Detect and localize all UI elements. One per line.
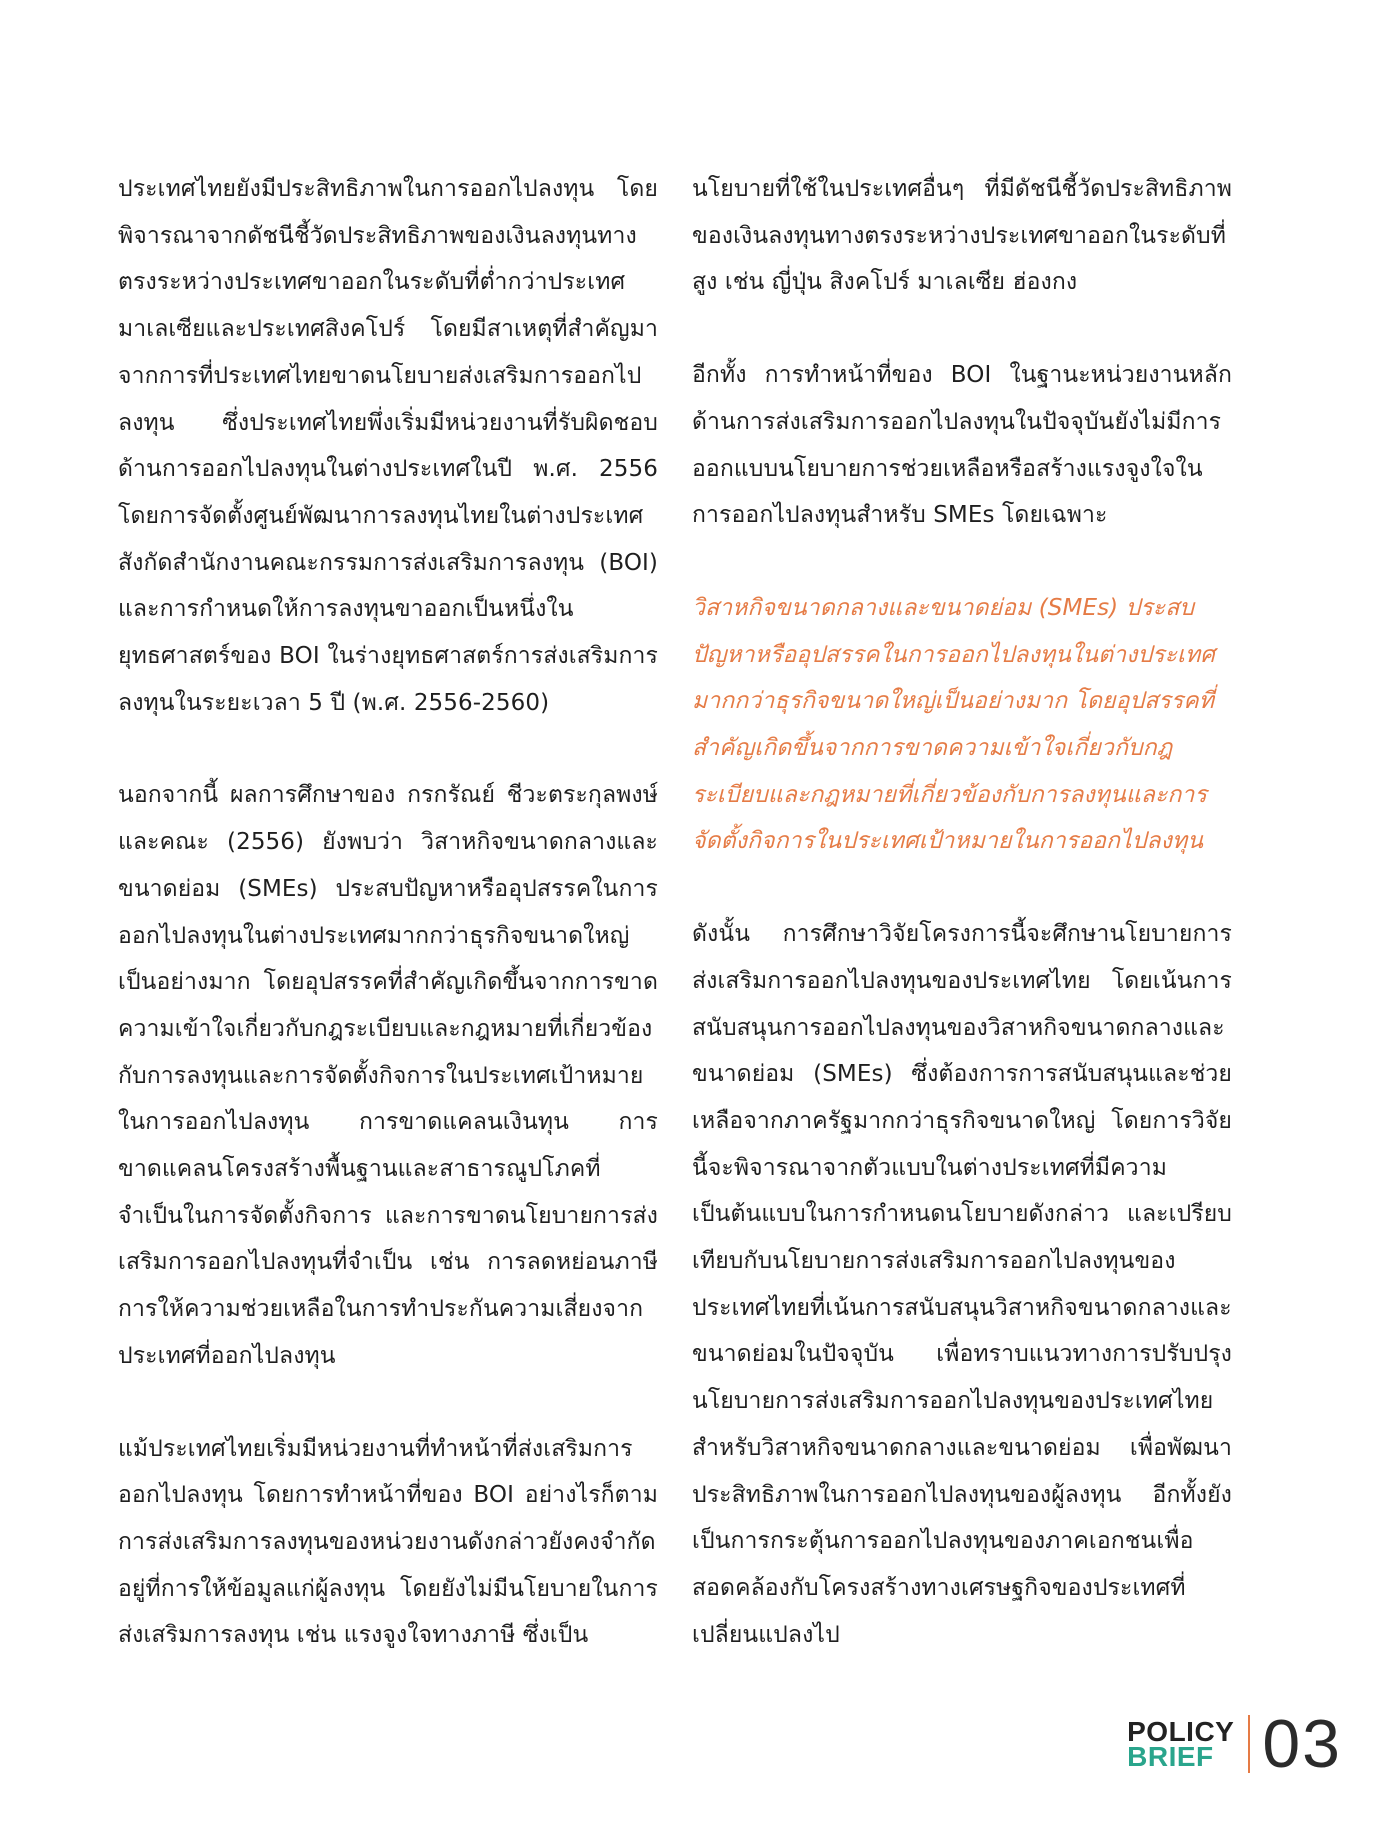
body-paragraph: นอกจากนี้ ผลการศึกษาของ กรกรัณย์ ชีวะตระกุลพงษ์ และคณะ (2556) ยังพบว่า วิสาหกิจขนาดกลางและขนาดย่อม (SMEs) ประสบปัญหาหรืออุปสรรคในการออกไปลงทุนในต่างประเทศมากกว่าธุรกิจขนาดใหญ่เป็นอย่างมาก โดยอุปสรรคที่สำคัญเกิดขึ้นจากการขาดความเข้าใจเกี่ยวกับกฎระเบียบและกฎหมายที่เกี่ยวข้องกับการลงทุนและการจัดตั้งกิจการในประเทศเป้าหมายในการออกไปลงทุน การขาดแคลนเงินทุน การขาดแคลนโครงสร้างพื้นฐานและสาธารณูปโภคที่จำเป็นในการจัดตั้งกิจการ และการขาดนโยบายการส่งเสริมการออกไปลงทุนที่จำเป็น เช่น การลดหย่อนภาษี การให้ความช่วยเหลือในการทำประกันความเสี่ยงจากประเทศที่ออกไปลงทุน: [118, 782, 658, 1369]
body-paragraph: ดังนั้น การศึกษาวิจัยโครงการนี้จะศึกษานโยบายการส่งเสริมการออกไปลงทุนของประเทศไทย โดยเน้นการสนับสนุนการออกไปลงทุนของวิสาหกิจขนาดกลางและขนาดย่อม (SMEs) ซึ่งต้องการการสนับสนุนและช่วยเหลือจากภาครัฐมากกว่าธุรกิจขนาดใหญ่ โดยการวิจัยนี้จะพิจารณาจากตัวแบบในต่างประเทศที่มีความเป็นต้นแบบในการกำหนดนโยบายดังกล่าว และเปรียบเทียบกับนโยบายการส่งเสริมการออกไปลงทุนของประเทศไทยที่เน้นการสนับสนุนวิสาหกิจขนาดกลางและขนาดย่อมในปัจจุบัน เพื่อทราบแนวทางการปรับปรุงนโยบายการส่งเสริมการออกไปลงทุนของประเทศไทยสำหรับวิสาหกิจขนาดกลางและขนาดย่อม เพื่อพัฒนาประสิทธิภาพในการออกไปลงทุนของผู้ลงทุน อีกทั้งยังเป็นการกระตุ้นการออกไปลงทุนของภาคเอกชนเพื่อสอดคล้องกับโครงสร้างทางเศรษฐกิจของประเทศที่เปลี่ยนแปลงไป: [692, 921, 1232, 1648]
footer-divider: [1248, 1715, 1250, 1773]
body-paragraph: อีกทั้ง การทำหน้าที่ของ BOI ในฐานะหน่วยงานหลักด้านการส่งเสริมการออกไปลงทุนในปัจจุบันยังไม่มีการออกแบบนโยบายการช่วยเหลือหรือสร้างแรงจูงใจในการออกไปลงทุนสำหรับ SMEs โดยเฉพาะ: [692, 362, 1232, 529]
highlight-quote: วิสาหกิจขนาดกลางและขนาดย่อม (SMEs) ประสบปัญหาหรืออุปสรรคในการออกไปลงทุนในต่างประเทศมากกว่าธุรกิจขนาดใหญ่เป็นอย่างมาก โดยอุปสรรคที่สำคัญเกิดขึ้นจากการขาดความเข้าใจเกี่ยวกับกฎระเบียบและกฎหมายที่เกี่ยวข้องกับการลงทุนและการจัดตั้งกิจการในประเทศเป้าหมายในการออกไปลงทุน: [692, 594, 1215, 855]
body-paragraph: นโยบายที่ใช้ในประเทศอื่นๆ ที่มีดัชนีชี้วัดประสิทธิภาพของเงินลงทุนทางตรงระหว่างประเทศขาออกในระดับที่สูง เช่น ญี่ปุ่น สิงคโปร์ มาเลเซีย ฮ่องกง: [692, 176, 1232, 296]
page-footer: [1127, 1706, 1342, 1782]
right-column: [692, 166, 1232, 1704]
left-column: [118, 166, 658, 1705]
body-paragraph: ประเทศไทยยังมีประสิทธิภาพในการออกไปลงทุน โดยพิจารณาจากดัชนีชี้วัดประสิทธิภาพของเงินลงทุนทางตรงระหว่างประเทศขาออกในระดับที่ต่ำกว่าประเทศมาเลเซียและประเทศสิงคโปร์ โดยมีสาเหตุที่สำคัญมาจากการที่ประเทศไทยขาดนโยบายส่งเสริมการออกไปลงทุน ซึ่งประเทศไทยพึ่งเริ่มมีหน่วยงานที่รับผิดชอบด้านการออกไปลงทุนในต่างประเทศในปี พ.ศ. 2556 โดยการจัดตั้งศูนย์พัฒนาการลงทุนไทยในต่างประเทศสังกัดสำนักงานคณะกรรมการส่งเสริมการลงทุน (BOI) และการกำหนดให้การลงทุนขาออกเป็นหนึ่งในยุทธศาสตร์ของ BOI ในร่างยุทธศาสตร์การส่งเสริมการลงทุนในระยะเวลา 5 ปี (พ.ศ. 2556-2560): [118, 176, 658, 716]
logo-word-policy: POLICY: [1127, 1716, 1235, 1747]
body-paragraph: แม้ประเทศไทยเริ่มมีหน่วยงานที่ทำหน้าที่ส่งเสริมการออกไปลงทุน โดยการทำหน้าที่ของ BOI อย่างไรก็ตามการส่งเสริมการลงทุนของหน่วยงานดังกล่าวยังคงจำกัดอยู่ที่การให้ข้อมูลแก่ผู้ลงทุน โดยยังไม่มีนโยบายในการส่งเสริมการลงทุน เช่น แรงจูงใจทางภาษี ซึ่งเป็น: [118, 1435, 658, 1649]
logo-word-brief: BRIEF: [1127, 1741, 1214, 1772]
page-number: 03: [1262, 1706, 1342, 1782]
policy-brief-logo: [1127, 1716, 1235, 1772]
